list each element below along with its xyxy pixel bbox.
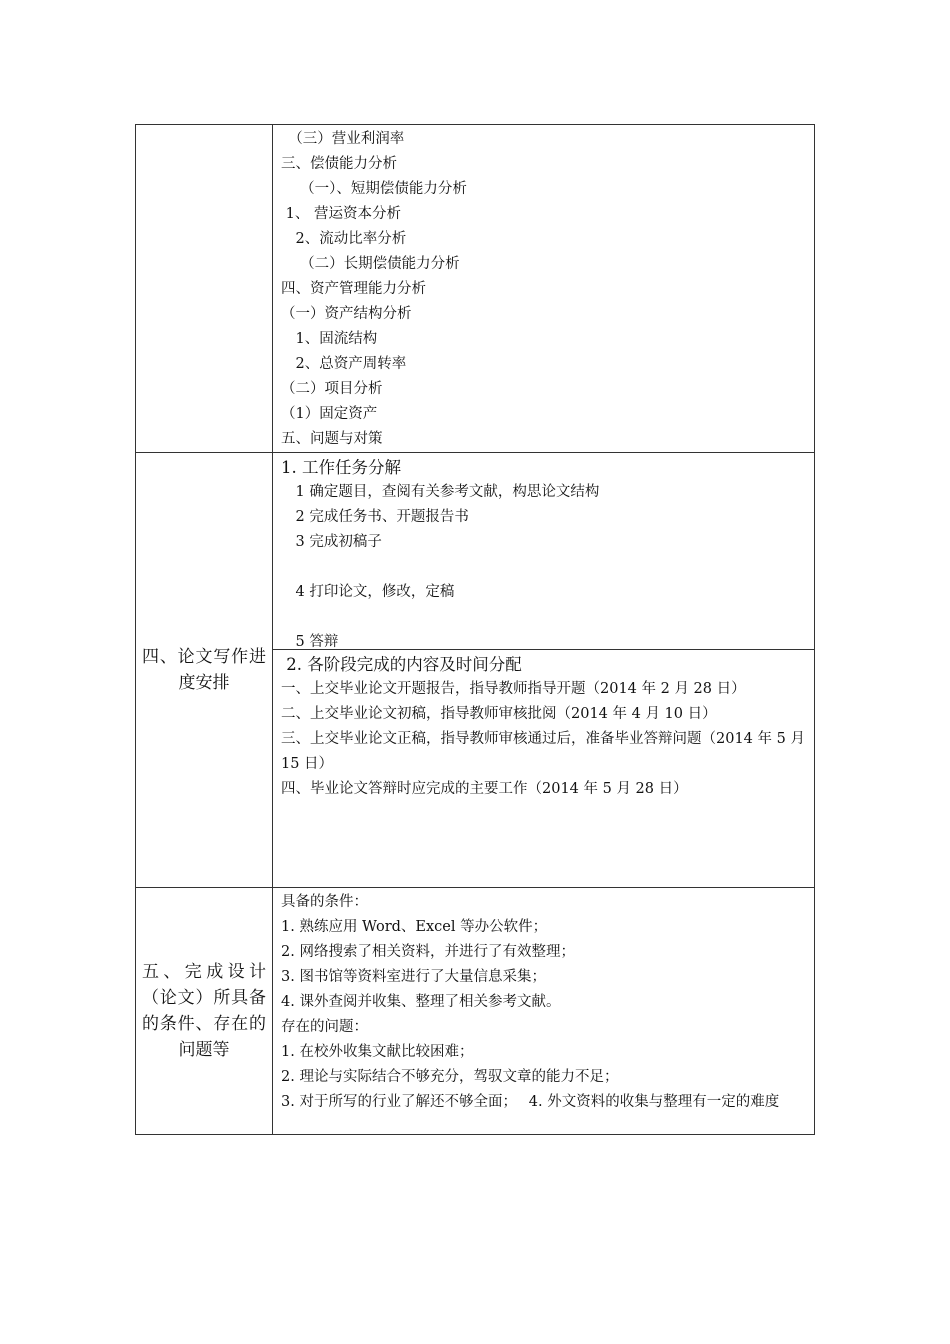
condition-item: 4. 课外查阅并收集、整理了相关参考文献。 xyxy=(281,994,561,1010)
proposal-table xyxy=(135,124,815,1135)
task-item xyxy=(281,555,808,580)
outline-line: （一）、短期偿债能力分析 xyxy=(281,181,467,197)
conditions-label-cell xyxy=(136,888,273,1135)
schedule-row xyxy=(136,453,815,888)
task-item: 5 答辩 xyxy=(281,634,339,650)
stage-list xyxy=(281,677,808,802)
problem-item: 1. 在校外收集文献比较困难； xyxy=(281,1044,474,1060)
outline-line: 四、资产管理能力分析 xyxy=(281,281,426,297)
outline-line: 1、 营运资本分析 xyxy=(281,206,401,222)
condition-item: 2. 网络搜索了相关资料，并进行了有效整理； xyxy=(281,944,575,960)
conditions-label: 五、完成设计（论文）所具备的条件、存在的问题等 xyxy=(142,962,266,1060)
outline-line: 1、固流结构 xyxy=(281,331,378,347)
outline-line: 三、偿债能力分析 xyxy=(281,156,397,172)
outline-line: （三）营业利润率 xyxy=(281,131,405,147)
outline-line: （二）长期偿债能力分析 xyxy=(281,256,460,272)
task-item: 3 完成初稿子 xyxy=(281,534,382,550)
outline-line: （二）项目分析 xyxy=(281,381,383,397)
task-item: 4 打印论文，修改，定稿 xyxy=(281,584,455,600)
task-item: 2 完成任务书、开题报告书 xyxy=(281,509,469,525)
conditions-content-cell xyxy=(273,888,815,1135)
schedule-content-cell xyxy=(273,453,815,888)
stage-item: 一、上交毕业论文开题报告，指导教师指导开题（2014 年 2 月 28 日） xyxy=(281,681,746,697)
outline-row xyxy=(136,125,815,453)
condition-item: 3. 图书馆等资料室进行了大量信息采集； xyxy=(281,969,546,985)
outline-line: 2、流动比率分析 xyxy=(281,231,407,247)
task-heading: 1. 工作任务分解 xyxy=(281,458,401,477)
task-item xyxy=(281,605,808,630)
outline-line: 2、总资产周转率 xyxy=(281,356,407,372)
problem-item: 3. 对于所写的行业了解还不够全面； 4. 外文资料的收集与整理有一定的难度 xyxy=(281,1094,780,1110)
outline-left-cell xyxy=(136,125,273,453)
stage-item: 四、毕业论文答辩时应完成的主要工作（2014 年 5 月 28 日） xyxy=(281,781,688,797)
outline-line: （一）资产结构分析 xyxy=(281,306,412,322)
schedule-label-cell xyxy=(136,453,273,888)
problem-item: 2. 理论与实际结合不够充分，驾驭文章的能力不足； xyxy=(281,1069,619,1085)
task-breakdown xyxy=(273,453,814,649)
stage-schedule xyxy=(273,649,814,802)
outline-content-cell xyxy=(273,125,815,453)
conditions-block xyxy=(273,888,814,1115)
stage-item: 二、上交毕业论文初稿，指导教师审核批阅（2014 年 4 月 10 日） xyxy=(281,706,717,722)
outline-lines xyxy=(273,125,814,452)
conditions-list xyxy=(281,915,808,1015)
condition-item: 1. 熟练应用 Word、Excel 等办公软件； xyxy=(281,919,548,935)
stage-item: 三、上交毕业论文正稿，指导教师审核通过后，准备毕业答辩问题（2014 年 5 月 15 日） xyxy=(281,731,805,772)
problems-title: 存在的问题： xyxy=(281,1019,368,1035)
task-list xyxy=(281,480,808,655)
problems-list xyxy=(281,1040,808,1115)
task-item: 1 确定题目，查阅有关参考文献，构思论文结构 xyxy=(281,484,600,500)
schedule-label: 四、论文写作进度安排 xyxy=(142,647,266,693)
conditions-row xyxy=(136,888,815,1135)
stage-heading: 2. 各阶段完成的内容及时间分配 xyxy=(281,655,522,674)
outline-line: 五、问题与对策 xyxy=(281,431,383,447)
outline-line: （1）固定资产 xyxy=(281,406,378,422)
conditions-title: 具备的条件： xyxy=(281,894,368,910)
